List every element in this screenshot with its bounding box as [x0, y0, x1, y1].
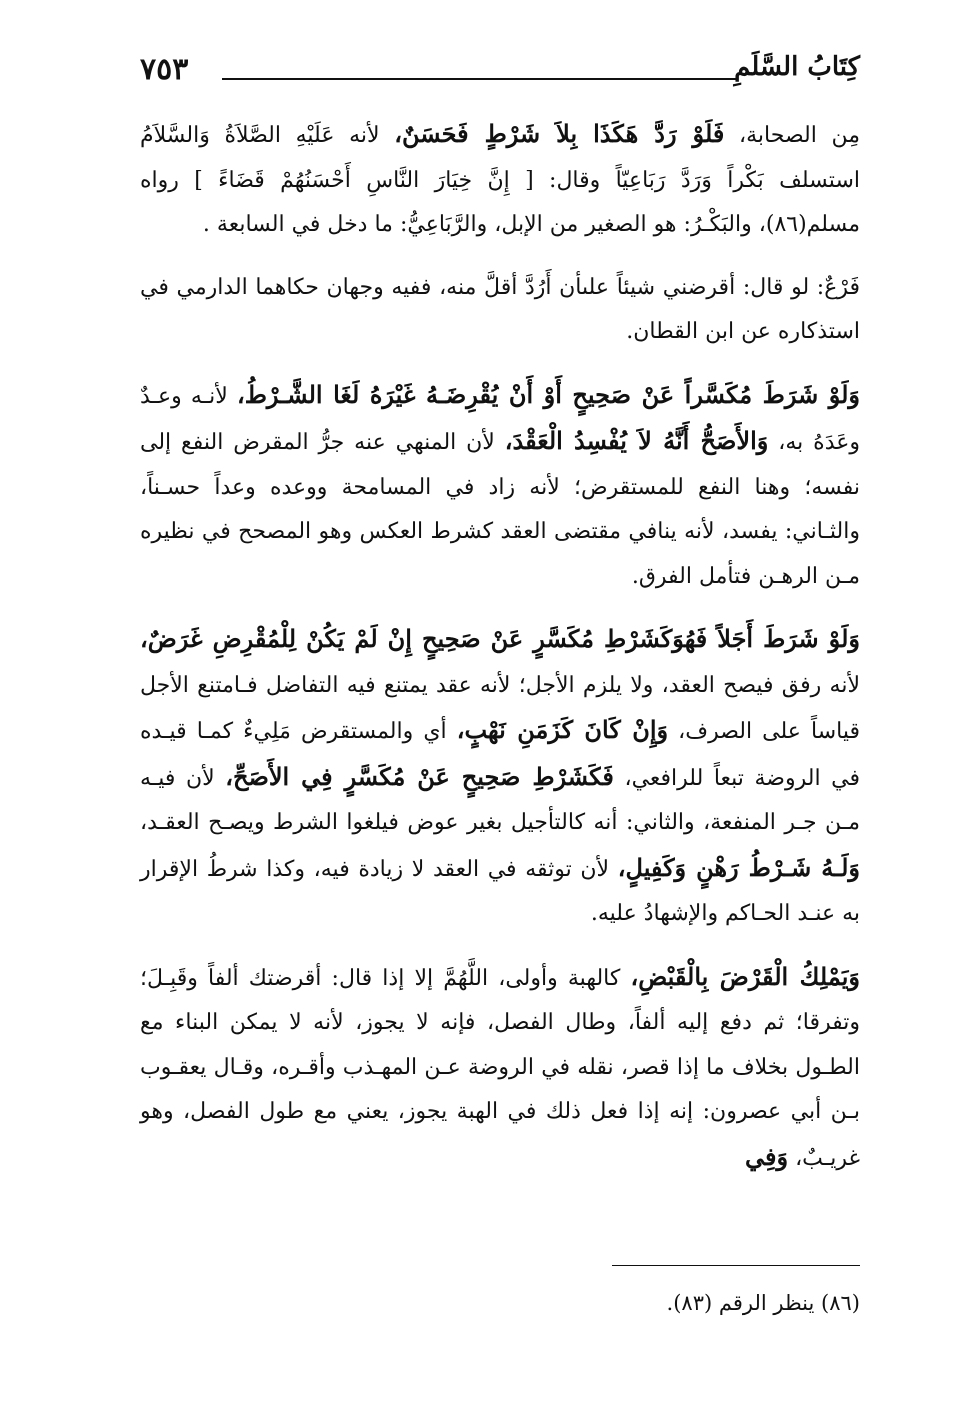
- header-rule: [222, 78, 738, 80]
- matn-text: وَفِي: [745, 1141, 789, 1171]
- footnote: (٨٦) ينظر الرقم (٨٣).: [666, 1291, 860, 1315]
- matn-text: وَيَمْلِكُ الْقَرْضَ بِالْقَبْضِ،: [630, 961, 860, 991]
- commentary-text: لأن توثقه في العقد لا زيادة فيه، وكذا شرطُ الإقرار به عنـد الحـاكم والإشهادُ عليه.: [140, 856, 860, 926]
- matn-text: فَكَشَرْطِ صَحِيحٍ عَنْ مُكَسَّرٍ فِي الأَصَحِّ،: [225, 761, 614, 791]
- paragraph: [140, 266, 860, 355]
- paragraph: [140, 617, 860, 937]
- matn-text: وَالأَصَحُّ أَنَّهُ لاَ يُفْسِدُ الْعَقْدَ،: [504, 426, 769, 455]
- paragraph: [140, 373, 860, 600]
- matn-text: وَلَوْ شَرَطَ مُكَسَّراً عَنْ صَحِيحٍ أَوْ أَنْ يُقْرِضَـهُ غَيْرَهُ لَغَا الشَّـرْطُ،: [236, 379, 860, 409]
- commentary-text: أي والمستقرض مَلِيءٌ كمـا قيـده في الروضة تبعاً للرافعي،: [140, 719, 860, 791]
- paragraph: [140, 955, 860, 1182]
- paragraph: [140, 112, 860, 248]
- commentary-text: لأن المنهي عنه جرُّ المقرض النفع إلى نفسه؛ وهنا النفع للمستقرض؛ لأنه زاد في المسامحة ووعده وعداً حسـناً، والثـاني: يفسد، لأنه ينافي مقتضى العقد كشرط العكس وهو المصحح في نظيره مـن الرهـن فتأمل الفرق.: [140, 430, 860, 589]
- running-title: كِتَابُ السَّلَمِ: [734, 52, 860, 82]
- commentary-text: فَرْعٌ: لو قال: أقرضني شيئاً علىأن أَرُدَّ أقلَّ منه، ففيه وجهان حكاهما الدارمي في استذكاره عن ابن القطان.: [140, 274, 860, 344]
- commentary-text: لأن فيـه مـن جـر المنفعة، والثاني: أنه كالتأجيل بغير عوض فيلغوا الشرط ويصـح العقـد،: [140, 765, 860, 835]
- commentary-text: مِن الصحابة،: [724, 123, 861, 148]
- matn-text: فَلَوْ رَدَّ هَكَذَا بِلاَ شَرْطٍ فَحَسَنٌ،: [394, 119, 725, 148]
- commentary-text: كالهبة وأولى، اللَّهُمَّ إلا إذا قال: أقرضتك ألفاً وقَبِـلَ؛ وتفرقا؛ ثم دفع إليه ألفاً، وطال الفصل، فإنه لا يجوز، لأنه لا يمكن البناء مع الطـول بخلاف ما إذا قصر، نقله في الروضة عـن المهـذب وأقـره، وقـال يعقـوب بـن أبي عصرون: إنه إذا فعل ذلك في الهبة يجوز، يعني مع طول الفصل، وهو غريـبٌ،: [140, 965, 860, 1171]
- commentary-text: لأنـه وعـدٌ وعَدَهُ به،: [140, 383, 860, 455]
- body-text: [140, 112, 860, 1189]
- matn-text: وَلَوْ شَرَطَ أَجَلاً فَهُوَكَشَرْطِ مُكَسَّرٍ عَنْ صَحِيحٍ إِنْ لَمْ يَكُنْ لِلْمُقْرِضِ غَرَضٌ،: [140, 624, 860, 653]
- commentary-text: لأنه رفق فيصح العقد، ولا يلزم الأجل؛ لأنه عقد يمتنع فيه التفاضل فـامتنع الأجل قياساً على الصرف،: [140, 672, 860, 744]
- commentary-text: لأنه عَلَيْهِ الصَّلاَةُ وَالسَّلاَمُ استسلف بَكْراً وَرَدَّ رَبَاعِيّاً وقال: [ إِنَّ خِيَارَ النَّاسِ أَحْسَنُهُمْ قَضَاءً ] رواه مسلم(٨٦)، والبَكْـرُ: هو الصغير من الإبل، والرَّبَاعِيُّ: ما دخل في السابعة .: [140, 123, 860, 237]
- matn-text: وَلَـهُ شَـرْطُ رَهْنٍ وَكَفِيلٍ،: [617, 852, 861, 882]
- footnote-rule: [612, 1265, 860, 1266]
- page-header: [140, 50, 860, 90]
- matn-text: وَإِنْ كَانَ كَزَمَنِ نَهْبٍ،: [456, 715, 669, 744]
- page-number: ٧٥٣: [140, 52, 189, 87]
